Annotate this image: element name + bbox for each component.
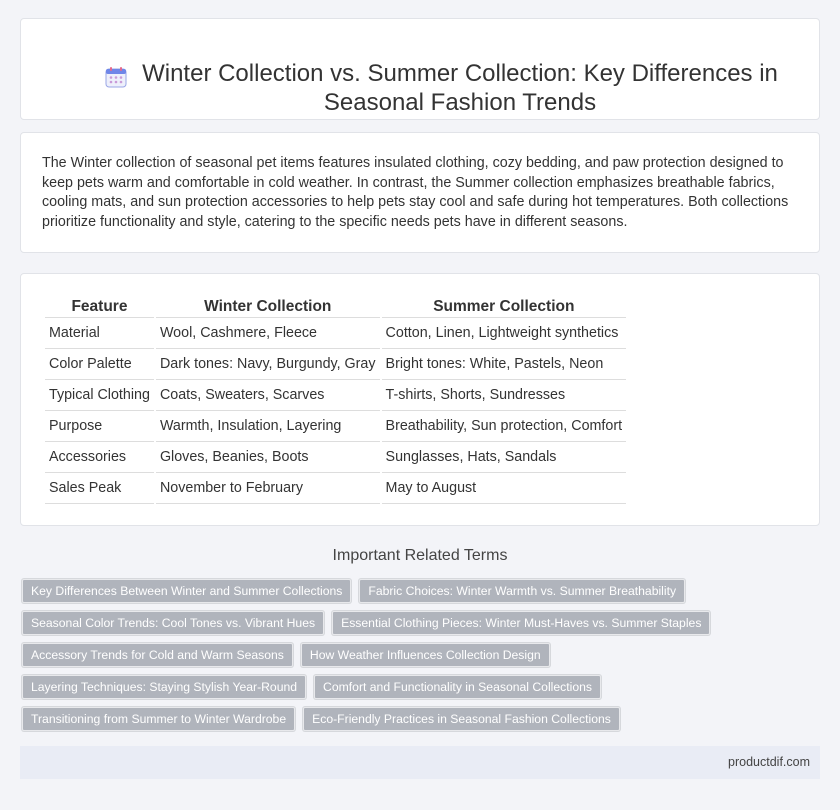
page-title: Winter Collection vs. Summer Collection: Key Differences in Seasonal Fashion Trends <box>142 60 778 116</box>
table-row <box>45 411 626 442</box>
related-term-link[interactable]: Comfort and Functionality in Seasonal Collections <box>314 675 601 699</box>
table-cell: Bright tones: White, Pastels, Neon <box>382 349 627 380</box>
column-header-feature: Feature <box>45 295 154 318</box>
comparison-card <box>20 273 820 526</box>
table-row <box>45 442 626 473</box>
related-term-link[interactable]: Eco-Friendly Practices in Seasonal Fashion Collections <box>303 707 620 731</box>
table-cell: Coats, Sweaters, Scarves <box>156 380 380 411</box>
related-term-link[interactable]: Accessory Trends for Cold and Warm Seasons <box>22 643 293 667</box>
table-row <box>45 349 626 380</box>
table-cell: Sales Peak <box>45 473 154 504</box>
table-cell: Wool, Cashmere, Fleece <box>156 318 380 349</box>
table-cell: Cotton, Linen, Lightweight synthetics <box>382 318 627 349</box>
table-cell: Color Palette <box>45 349 154 380</box>
related-term-link[interactable]: Transitioning from Summer to Winter Wardrobe <box>22 707 295 731</box>
table-row <box>45 318 626 349</box>
related-term-link[interactable]: Seasonal Color Trends: Cool Tones vs. Vibrant Hues <box>22 611 324 635</box>
table-cell: November to February <box>156 473 380 504</box>
related-term-link[interactable]: Key Differences Between Winter and Summer Collections <box>22 579 351 603</box>
comparison-table <box>43 295 628 504</box>
table-cell: Sunglasses, Hats, Sandals <box>382 442 627 473</box>
column-header-summer: Summer Collection <box>382 295 627 318</box>
related-term-link[interactable]: How Weather Influences Collection Design <box>301 643 550 667</box>
table-row <box>45 473 626 504</box>
calendar-icon <box>105 66 127 88</box>
related-term-link[interactable]: Fabric Choices: Winter Warmth vs. Summer Breathability <box>359 579 685 603</box>
table-cell: Accessories <box>45 442 154 473</box>
table-cell: Purpose <box>45 411 154 442</box>
title-card <box>20 18 820 120</box>
related-term-link[interactable]: Layering Techniques: Staying Stylish Year-Round <box>22 675 306 699</box>
intro-card <box>20 132 820 253</box>
related-term-link[interactable]: Essential Clothing Pieces: Winter Must-Haves vs. Summer Staples <box>332 611 710 635</box>
table-cell: Material <box>45 318 154 349</box>
table-cell: Gloves, Beanies, Boots <box>156 442 380 473</box>
column-header-winter: Winter Collection <box>156 295 380 318</box>
related-terms-list <box>22 579 822 731</box>
table-row <box>45 380 626 411</box>
related-terms-heading: Important Related Terms <box>332 547 508 564</box>
table-cell: T-shirts, Shorts, Sundresses <box>382 380 627 411</box>
footer <box>20 746 820 779</box>
table-cell: Breathability, Sun protection, Comfort <box>382 411 627 442</box>
table-cell: May to August <box>382 473 627 504</box>
table-cell: Typical Clothing <box>45 380 154 411</box>
table-header-row <box>45 295 626 318</box>
table-cell: Dark tones: Navy, Burgundy, Gray <box>156 349 380 380</box>
table-cell: Warmth, Insulation, Layering <box>156 411 380 442</box>
footer-site-name: productdif.com <box>728 755 810 769</box>
intro-paragraph: The Winter collection of seasonal pet items features insulated clothing, cozy bedding, and paw protection designed to keep pets warm and comfortable in cold weather. In contrast, the Summer collection emphasizes breathable fabrics, cooling mats, and sun protection accessories to help pets stay cool and safe during hot temperatures. Both collections prioritize functionality and style, catering to the specific needs pets have in different seasons. <box>42 155 789 230</box>
